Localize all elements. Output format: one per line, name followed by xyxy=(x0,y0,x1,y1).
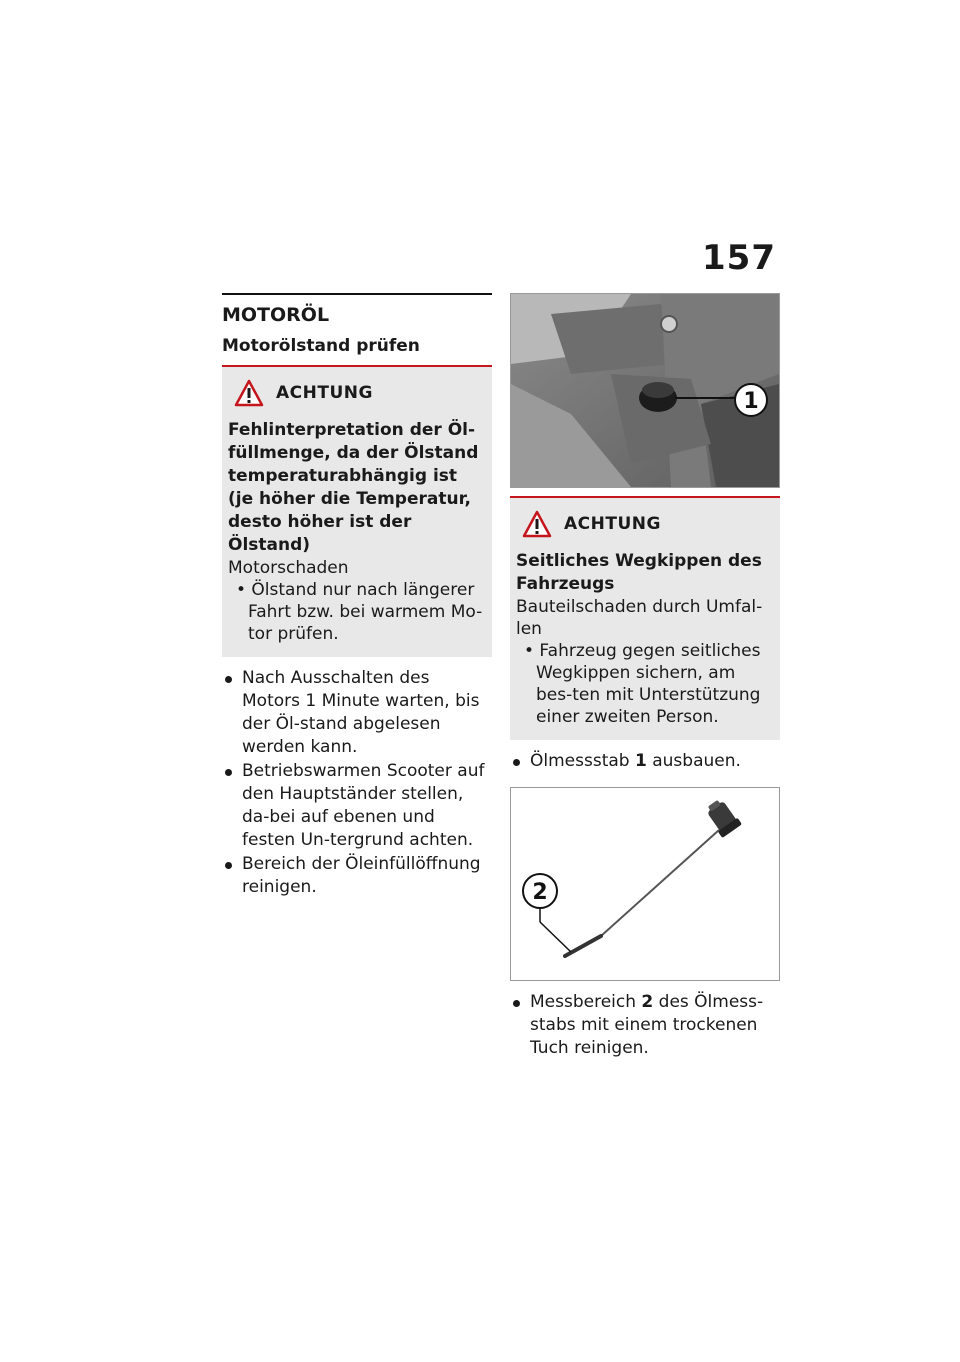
step-item: Messbereich 2 des Ölmess-stabs mit einem trockenen Tuch reinigen. xyxy=(510,991,780,1060)
left-column xyxy=(222,293,492,900)
step-item: Ölmessstab 1 ausbauen. xyxy=(510,750,780,773)
step-list xyxy=(510,991,780,1060)
warning-remedy: • Fahrzeug gegen seitliches Wegkippen sichern, am bes-ten mit Unterstützung einer zweiten Person. xyxy=(524,641,761,727)
dipstick-drawing xyxy=(511,788,779,980)
warning-box xyxy=(510,498,780,740)
callout-1: 1 xyxy=(743,389,759,414)
warning-consequence: Motorschaden xyxy=(228,558,349,578)
step-list xyxy=(510,750,780,773)
warning-header xyxy=(516,510,774,538)
warning-label: ACHTUNG xyxy=(276,383,373,403)
right-column xyxy=(510,293,780,1061)
warning-headline: Fehlinterpretation der Öl-füllmenge, da der Ölstand temperaturabhängig ist (je höher die Temperatur, desto höher ist der Ölstand) xyxy=(228,420,479,555)
step-item: Nach Ausschalten des Motors 1 Minute warten, bis der Öl-stand abgelesen werden kann. xyxy=(222,667,492,759)
section-divider xyxy=(222,293,492,295)
warning-box xyxy=(222,367,492,657)
warning-triangle-icon xyxy=(234,379,264,407)
warning-label: ACHTUNG xyxy=(564,514,661,534)
warning-consequence: Bauteilschaden durch Umfal-len xyxy=(516,597,763,639)
warning-headline: Seitliches Wegkippen des Fahrzeugs xyxy=(516,551,762,594)
callout-2: 2 xyxy=(532,880,548,905)
section-title: MOTORÖL xyxy=(222,304,330,326)
oil-filler-illustration xyxy=(511,294,779,487)
subsection-title: Motorölstand prüfen xyxy=(222,336,420,356)
warning-triangle-icon xyxy=(522,510,552,538)
dipstick-illustration xyxy=(510,787,780,981)
warning-remedy: • Ölstand nur nach längerer Fahrt bzw. bei warmem Mo-tor prüfen. xyxy=(236,580,483,644)
step-item: Bereich der Öleinfüllöffnung reinigen. xyxy=(222,853,492,899)
reference-number: 1 xyxy=(634,751,647,771)
oil-filler-photo xyxy=(510,293,780,488)
page-number: 157 xyxy=(702,238,776,278)
step-item: Betriebswarmen Scooter auf den Hauptständer stellen, da-bei auf ebenen und festen Un-tergrund achten. xyxy=(222,760,492,852)
warning-header xyxy=(228,379,486,407)
reference-number: 2 xyxy=(641,992,654,1012)
step-list xyxy=(222,667,492,899)
